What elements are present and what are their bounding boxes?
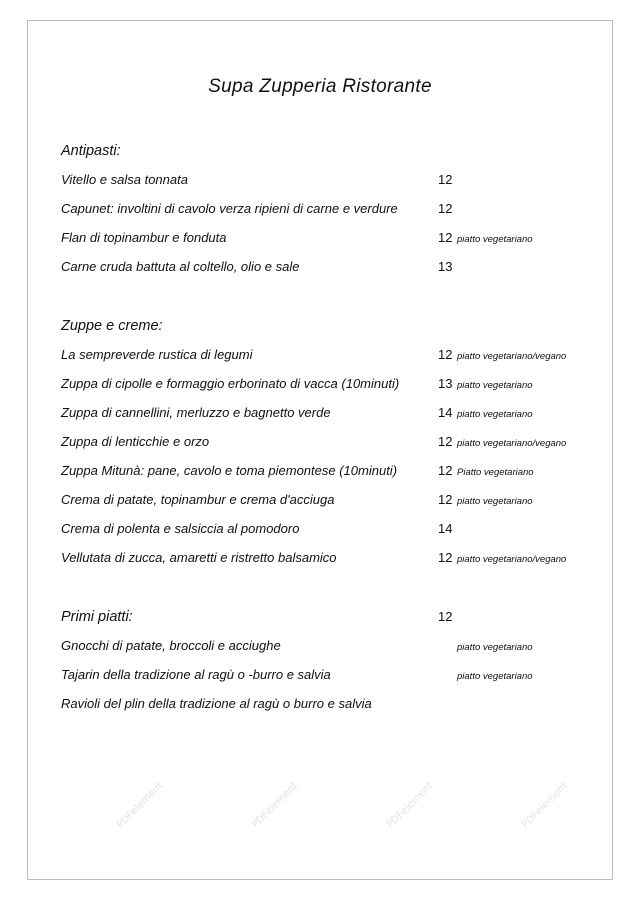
menu-section — [61, 138, 606, 283]
menu-section — [61, 313, 606, 574]
item-note: piatto vegetariano — [457, 380, 533, 391]
item-name: Crema di polenta e salsiccia al pomodoro — [61, 521, 300, 536]
menu-item — [61, 254, 606, 283]
item-name: Tajarin della tradizione al ragù o -burro e salvia — [61, 667, 331, 682]
item-price: 12 — [438, 434, 453, 449]
item-price: 12 — [438, 492, 453, 507]
watermark: PDFelement — [114, 780, 166, 831]
item-name: Zuppa di cipolle e formaggio erborinato di vacca (10minuti) — [61, 376, 400, 391]
menu-item — [61, 196, 606, 225]
menu-content — [61, 138, 606, 750]
item-name: Gnocchi di patate, broccoli e acciughe — [61, 638, 281, 653]
item-note: piatto vegetariano/vegano — [457, 554, 567, 565]
item-price: 14 — [438, 521, 453, 536]
menu-section — [61, 604, 606, 720]
item-note: piatto vegetariano/vegano — [457, 351, 567, 362]
menu-item — [61, 400, 606, 429]
section-title-text: Primi piatti: — [61, 609, 133, 625]
item-price: 12 — [438, 201, 453, 216]
section-title — [61, 604, 606, 633]
menu-item — [61, 487, 606, 516]
item-note: piatto vegetariano — [457, 409, 533, 420]
section-title-text: Zuppe e creme: — [61, 318, 163, 334]
restaurant-title: Supa Zupperia Ristorante — [208, 76, 432, 97]
item-price: 13 — [438, 376, 453, 391]
menu-item — [61, 545, 606, 574]
section-title — [61, 138, 606, 167]
section-title-text: Antipasti: — [61, 143, 121, 159]
item-name: Flan di topinambur e fonduta — [61, 230, 227, 245]
menu-item — [61, 342, 606, 371]
menu-item — [61, 458, 606, 487]
menu-item — [61, 167, 606, 196]
item-note: piatto vegetariano — [457, 642, 533, 653]
item-price: 12 — [438, 230, 453, 245]
menu-item — [61, 691, 606, 720]
item-note: piatto vegetariano — [457, 234, 533, 245]
watermark: PDFelement — [384, 780, 436, 831]
item-name: Ravioli del plin della tradizione al ragù o burro e salvia — [61, 696, 372, 711]
watermark: PDFelement — [249, 780, 301, 831]
item-price: 12 — [438, 463, 453, 478]
item-name: La sempreverde rustica di legumi — [61, 347, 253, 362]
menu-item — [61, 429, 606, 458]
item-price: 12 — [438, 550, 453, 565]
item-note: piatto vegetariano — [457, 496, 533, 507]
item-name: Vellutata di zucca, amaretti e ristretto balsamico — [61, 550, 337, 565]
menu-item — [61, 662, 606, 691]
item-name: Carne cruda battuta al coltello, olio e sale — [61, 259, 300, 274]
item-note: piatto vegetariano — [457, 671, 533, 682]
item-name: Zuppa Mitunà: pane, cavolo e toma piemontese (10minuti) — [61, 463, 398, 478]
section-price: 12 — [438, 609, 453, 624]
section-title — [61, 313, 606, 342]
item-price: 12 — [438, 347, 453, 362]
menu-item — [61, 633, 606, 662]
item-note: Piatto vegetariano — [457, 467, 534, 478]
menu-item — [61, 371, 606, 400]
watermark: PDFelement — [519, 780, 571, 831]
item-name: Capunet: involtini di cavolo verza ripieni di carne e verdure — [61, 201, 398, 216]
item-name: Vitello e salsa tonnata — [61, 172, 188, 187]
item-price: 13 — [438, 259, 453, 274]
item-note: piatto vegetariano/vegano — [457, 438, 567, 449]
item-price: 12 — [438, 172, 453, 187]
item-name: Crema di patate, topinambur e crema d'acciuga — [61, 492, 335, 507]
item-price: 14 — [438, 405, 453, 420]
menu-item — [61, 516, 606, 545]
item-name: Zuppa di lenticchie e orzo — [61, 434, 210, 449]
item-name: Zuppa di cannellini, merluzzo e bagnetto verde — [61, 405, 331, 420]
menu-item — [61, 225, 606, 254]
